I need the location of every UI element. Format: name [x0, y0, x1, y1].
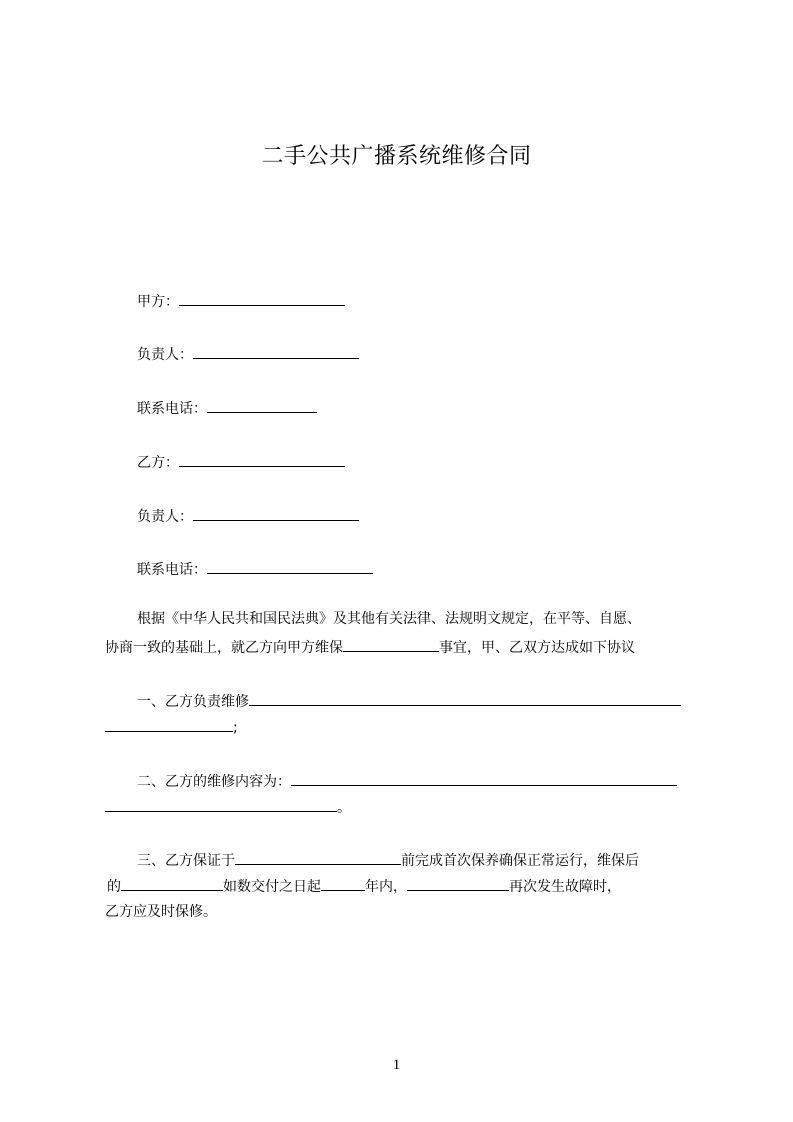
- party-a-blank[interactable]: [179, 291, 345, 306]
- party-a-manager-blank[interactable]: [193, 344, 359, 359]
- clause-3-part-4: 如数交付之日起: [223, 879, 321, 895]
- party-a-label: 甲方：: [137, 294, 179, 310]
- clause-3-part-5: 年内，: [365, 879, 407, 895]
- page-number: 1: [392, 1057, 401, 1073]
- party-b-manager-blank[interactable]: [193, 506, 359, 521]
- clause-3-line-3: 乙方应及时保修。: [105, 904, 217, 920]
- clause-3-part-1: 三、乙方保证于: [137, 853, 235, 869]
- intro-line-2-start: 协商一致的基础上，就乙方向甲方维保: [105, 640, 343, 656]
- party-a-manager-field: [137, 344, 359, 365]
- clause-3-years-blank[interactable]: [321, 876, 365, 891]
- intro-paragraph: [105, 609, 705, 657]
- clause-1-line-1: [105, 691, 705, 711]
- clause-2-line-2: [105, 797, 705, 817]
- party-a-phone-field: [137, 398, 317, 419]
- party-b-phone-blank[interactable]: [207, 559, 373, 574]
- clause-2-end: 。: [337, 800, 351, 816]
- clause-3: [105, 850, 705, 922]
- clause-2-blank-1[interactable]: [291, 771, 677, 786]
- party-b-manager-label: 负责人：: [137, 509, 193, 525]
- party-b-phone-label: 联系电话：: [137, 562, 207, 578]
- clause-1-blank-2[interactable]: [105, 717, 233, 732]
- clause-3-line-2: [105, 876, 705, 896]
- intro-line-2-end: 事宜，甲、乙双方达成如下协议: [439, 640, 635, 656]
- party-a-field: [137, 291, 345, 312]
- clause-3-equipment-blank[interactable]: [121, 876, 223, 891]
- intro-line-1: 根据《中华人民共和国民法典》及其他有关法律、法规明文规定，在平等、自愿、: [137, 611, 641, 627]
- clause-2-line-1: [105, 771, 705, 791]
- party-b-field: [137, 452, 345, 473]
- clause-1-end: ;: [233, 720, 238, 736]
- clause-2-blank-2[interactable]: [105, 797, 337, 812]
- maintenance-item-blank[interactable]: [343, 637, 439, 652]
- party-b-blank[interactable]: [179, 452, 345, 467]
- clause-2-text: 二、乙方的维修内容为：: [137, 774, 291, 790]
- clause-1: [105, 691, 705, 737]
- party-b-phone-field: [137, 559, 373, 580]
- document-title: 二手公共广播系统维修合同: [261, 144, 532, 169]
- party-a-phone-blank[interactable]: [207, 398, 317, 413]
- clause-3-date-blank[interactable]: [235, 850, 401, 865]
- clause-2: [105, 771, 705, 817]
- clause-3-condition-blank[interactable]: [407, 876, 509, 891]
- clause-3-part-3: 的: [107, 879, 121, 895]
- party-a-phone-label: 联系电话：: [137, 401, 207, 417]
- party-b-label: 乙方：: [137, 455, 179, 471]
- clause-3-line-1: [105, 850, 705, 870]
- clause-1-text: 一、乙方负责维修: [137, 694, 249, 710]
- party-b-manager-field: [137, 506, 359, 527]
- clause-1-line-2: [105, 717, 705, 737]
- clause-3-part-6: 再次发生故障时，: [509, 879, 621, 895]
- intro-line-2: [105, 637, 705, 657]
- clause-3-part-2: 前完成首次保养确保正常运行，维保后: [401, 853, 639, 869]
- party-a-manager-label: 负责人：: [137, 347, 193, 363]
- clause-1-blank-1[interactable]: [249, 691, 681, 706]
